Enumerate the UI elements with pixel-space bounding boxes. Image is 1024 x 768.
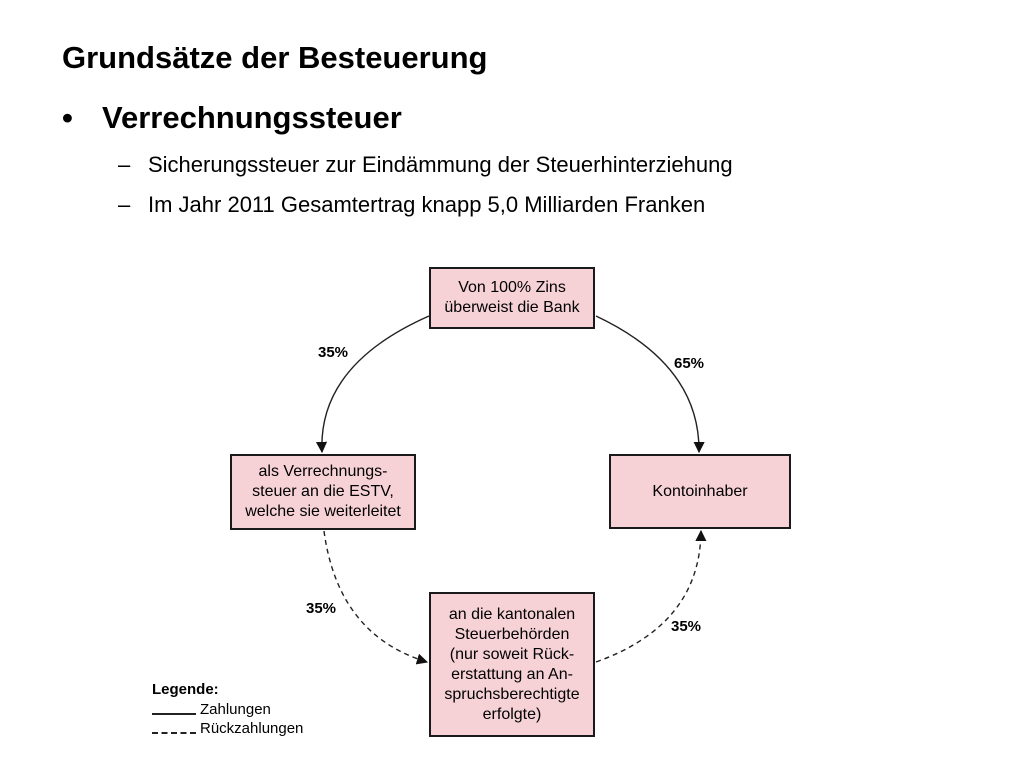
solid-line-swatch [152, 713, 196, 715]
box-estv [230, 454, 416, 530]
legend-solid-label: Zahlungen [200, 701, 271, 718]
bullet-text: Verrechnungssteuer [102, 100, 402, 135]
legend-dashed-label: Rückzahlungen [200, 720, 304, 737]
slide-title: Grundsätze der Besteuerung [62, 40, 488, 75]
percent-kanton-to-kontoinhaber: 35% [671, 618, 702, 635]
legend-title: Legende: [152, 681, 219, 698]
box-estv-label: als Verrechnungs- steuer an die ESTV, welche sie weiterleitet [245, 463, 401, 520]
percent-estv-to-kanton: 35% [306, 600, 337, 617]
box-bank-label: Von 100% Zins überweist die Bank [444, 279, 580, 316]
percent-bank-to-estv: 35% [318, 344, 349, 361]
arrow-kanton-to-kontoinhaber [596, 531, 701, 662]
sub-dash: – [118, 152, 131, 177]
dashed-line-swatch [152, 732, 196, 734]
arrow-estv-to-kanton [324, 531, 427, 662]
legend [152, 681, 303, 738]
sub-point-text: Im Jahr 2011 Gesamtertrag knapp 5,0 Milliarden Franken [148, 192, 706, 217]
percent-bank-to-kontoinhaber: 65% [674, 355, 705, 372]
legend-item-solid [152, 700, 303, 719]
box-bank [429, 267, 595, 329]
box-kontoinhaber-label: Kontoinhaber [652, 482, 748, 500]
sub-point-text: Sicherungssteuer zur Eindämmung der Steuerhinterziehung [148, 152, 733, 177]
arrow-bank-to-kontoinhaber [596, 316, 699, 452]
box-kanton-label: an die kantonalen Steuerbehörden (nur soweit Rück- erstattung an An- spruchsberechtigte erfolgte) [444, 605, 580, 723]
sub-dash: – [118, 192, 131, 217]
box-kanton [429, 592, 595, 737]
legend-item-dashed [152, 719, 303, 738]
box-kontoinhaber [609, 454, 791, 529]
bullet-dot: • [62, 100, 73, 135]
arrow-bank-to-estv [322, 316, 429, 452]
